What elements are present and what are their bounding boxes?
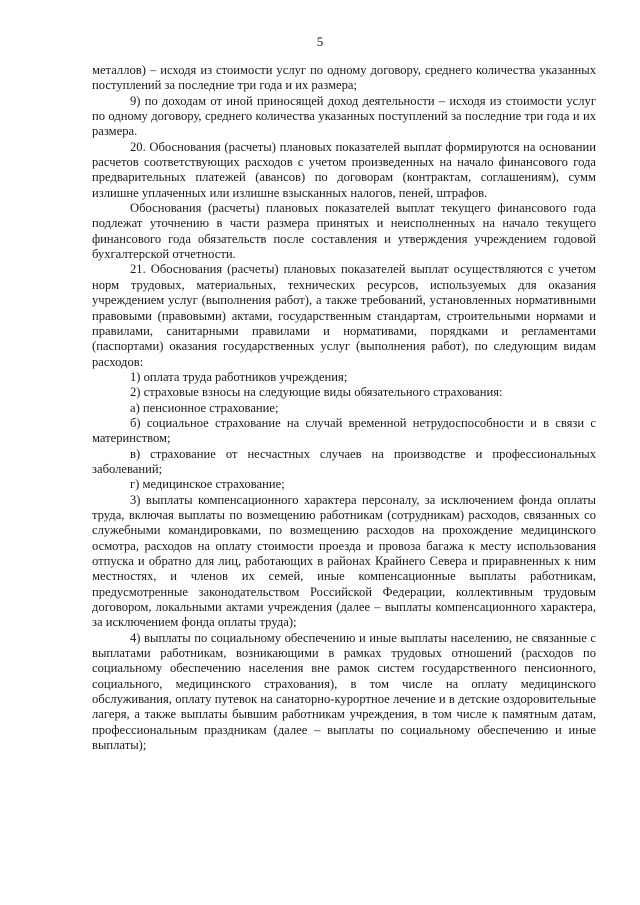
paragraph-continuation: металлов) – исходя из стоимости услуг по одному договору, среднего количества указанных поступлений за последние три года и их размера; [92,63,596,93]
list-item-2a: а) пенсионное страхование; [130,400,279,415]
paragraph-clause-21: 21. Обоснования (расчеты) плановых показателей выплат осуществляются с учетом норм трудовых, материальных, технических ресурсов, используемых для оказания учреждением услуг (выполнения работ), а также требований, установленных нормативными правовыми (правовыми) актами, государственным стандартам, строительными нормами и правилами, санитарными правилами и нормативами, порядками и регламентами (паспортами) оказания государственных услуг (выполнения работ), по следующим видам расходов: [92,262,596,369]
list-item-4: 4) выплаты по социальному обеспечению и иные выплаты населению, не связанные с выплатами работникам, возникающими в рамках трудовых отношений (расходов по социальному обеспечению населения вне рамок систем государственного пенсионного, социального, медицинского страхования), в том числе на оплату медицинского обслуживания, оплату путевок на санаторно-курортное лечение и в детские оздоровительные лагеря, а также выплаты бывшим работникам учреждения, в том числе к памятным датам, профессиональным праздникам (далее – выплаты по социальному обеспечению и иные выплаты); [92,630,596,753]
document-body [92,63,596,753]
list-item-3: 3) выплаты компенсационного характера персоналу, за исключением фонда оплаты труда, включая выплаты по возмещению работникам (сотрудникам) расходов, связанных со служебными командировками, по возмещению расходов на прохождение медицинского осмотра, расходов на оплату стоимости проезда и провоза багажа к месту использования отпуска и обратно для лиц, работающих в районах Крайнего Севера и приравненных к ним местностях, и членов их семей, иные компенсационные выплаты работникам, предусмотренные законодательством Российской Федерации, коллективным трудовым договором, локальными актами учреждения (далее – выплаты компенсационного характера, за исключением фонда оплаты труда); [92,492,596,630]
list-item-2: 2) страховые взносы на следующие виды обязательного страхования: [130,385,503,400]
paragraph-item-9: 9) по доходам от иной приносящей доход деятельности – исходя из стоимости услуг по одному договору, среднего количества указанных поступлений за последние три года и их размера. [92,93,596,139]
page-number: 5 [316,34,324,49]
paragraph-clause-20: 20. Обоснования (расчеты) плановых показателей выплат формируются на основании расчетов соответствующих расходов с учетом произведенных на начало финансового года предварительных платежей (авансов) по договорам (контрактам, соглашениям), сумм излишне уплаченных или излишне взысканных налогов, пеней, штрафов. [92,139,596,200]
paragraph-clause-20-note: Обоснования (расчеты) плановых показателей выплат текущего финансового года подлежат уточнению в части размера принятых и неисполненных на начало текущего финансового года обязательств после составления и утверждения учреждением годовой бухгалтерской отчетности. [92,201,596,262]
list-item-2d: г) медицинское страхование; [130,477,285,492]
list-item-1: 1) оплата труда работников учреждения; [130,369,348,384]
list-item-2b: б) социальное страхование на случай временной нетрудоспособности и в связи с материнством; [92,415,596,446]
list-item-2c: в) страхование от несчастных случаев на производстве и профессиональных заболеваний; [92,446,596,476]
